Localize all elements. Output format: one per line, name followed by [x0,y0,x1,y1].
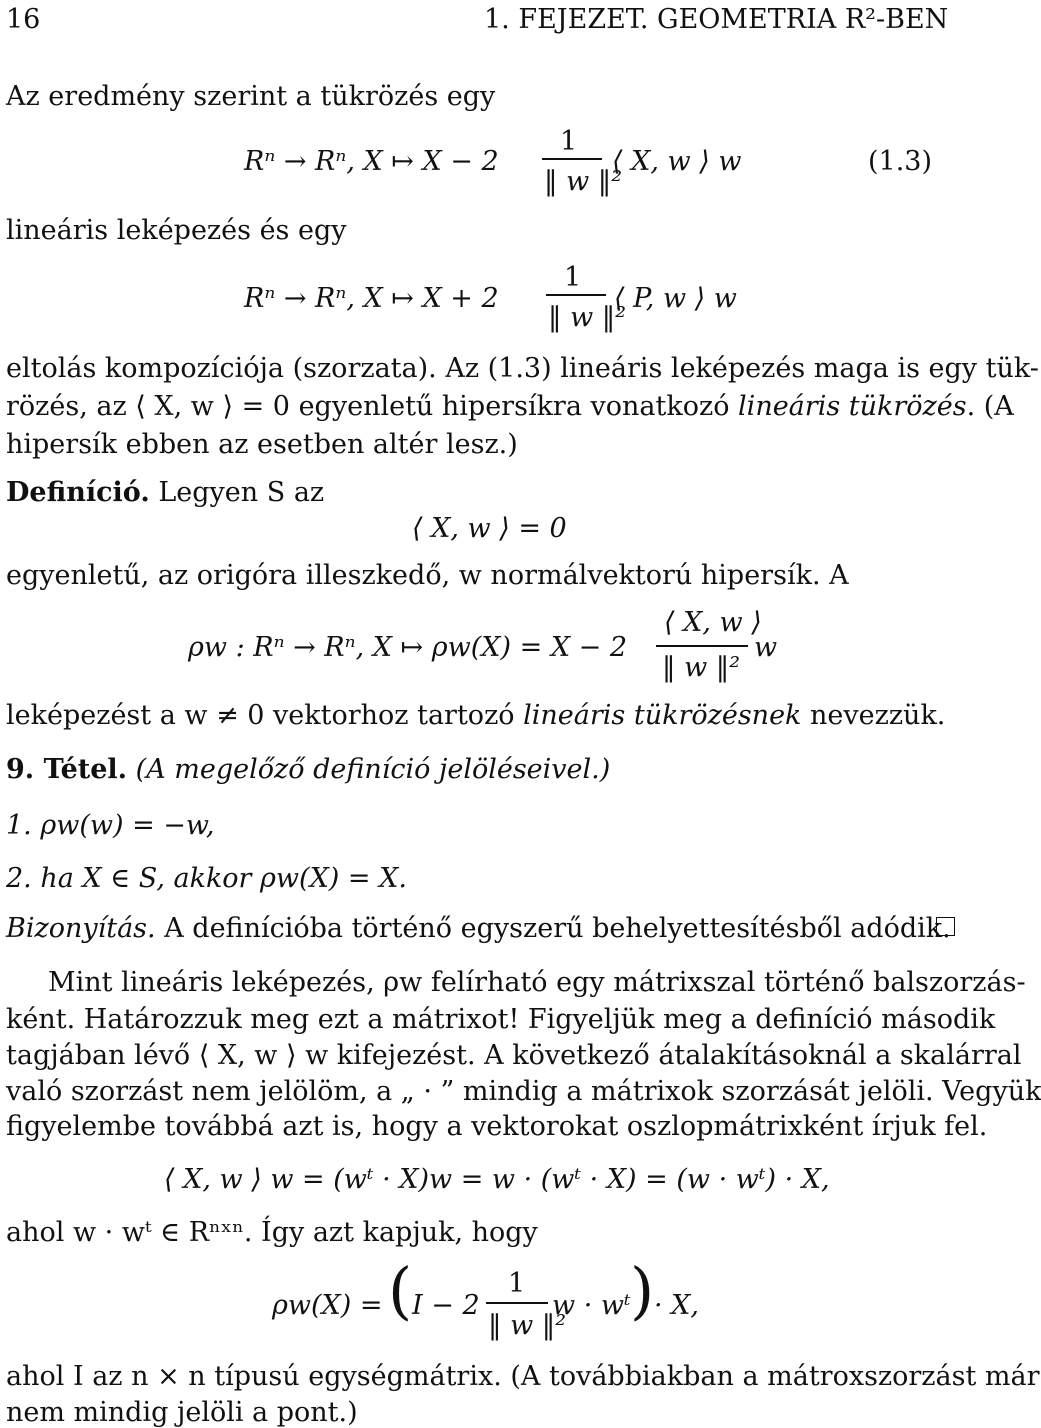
qed-square-icon [936,917,955,936]
para2-line-5: figyelembe továbbá azt is, hogy a vektorokat oszlopmátrixként írjuk fel. [6,1111,988,1142]
final-eq-lhs: ρw(X) = [272,1290,383,1321]
reflection-frac-bar [656,645,748,647]
left-paren: ( [388,1254,413,1327]
matrix-identity-equation: ⟨ X, w ⟩ w = (wᵗ · X)w = w · (wᵗ · X) = (w · wᵗ) · X, [164,1164,830,1195]
para2-line-8: nem mindig jelöli a pont.) [6,1397,358,1428]
eq1-frac-num: 1 [560,126,578,157]
para1-line-1: eltolás kompozíciója (szorzata). Az (1.3) lineáris leképezés maga is egy tük- [6,353,1039,384]
final-eq-inner-a: I − 2 [412,1290,480,1321]
eq2-rhs: ⟨ P, w ⟩ w [614,283,737,314]
eq2-frac-den: ‖ w ‖² [548,302,627,333]
eq1-rhs: ⟨ X, w ⟩ w [612,146,742,177]
reflection-frac-num: ⟨ X, w ⟩ [664,607,762,638]
para1-line-3: hipersík ebben az esetben altér lesz.) [6,429,518,460]
proof-line: Bizonyítás. A definícióba történő egyszerű behelyettesítésből adódik. [6,913,951,944]
final-eq-inner-b: w · wᵗ [552,1290,631,1321]
para1-line-2: rözés, az ⟨ X, w ⟩ = 0 egyenletű hipersíkra vonatkozó lineáris tükrözés. (A [6,391,1014,422]
para2-line-6: ahol w · wᵗ ∈ Rⁿˣⁿ. Így azt kapjuk, hogy [6,1217,538,1248]
para2-line-2: ként. Határozzuk meg ezt a mátrixot! Figyeljük meg a definíció második [6,1004,996,1035]
definition-equation: ⟨ X, w ⟩ = 0 [412,513,567,544]
chapter-title: 1. FEJEZET. GEOMETRIA R²-BEN [484,4,949,35]
intro-line-2: lineáris leképezés és egy [6,215,347,246]
theorem-item-1: 1. ρw(w) = −w, [6,810,215,841]
definition-line-2: egyenletű, az origóra illeszkedő, w normálvektorú hipersík. A [6,560,849,591]
theorem-item-2: 2. ha X ∈ S, akkor ρw(X) = X. [6,863,407,894]
para2-line-1: Mint lineáris leképezés, ρw felírható egy mátrixszal történő balszorzás- [48,967,1026,998]
definition-line-3: leképezést a w ≠ 0 vektorhoz tartozó lineáris tükrözésnek nevezzük. [6,700,946,731]
para2-line-3: tagjában lévő ⟨ X, w ⟩ w kifejezést. A következő átalakításoknál a skalárral [6,1040,1022,1071]
reflection-map-rhs: w [754,632,778,663]
page-number: 16 [6,4,41,35]
final-eq-frac-num: 1 [508,1268,526,1299]
eq1-frac-bar [542,158,602,160]
right-paren: ) [630,1254,655,1327]
final-eq-rhs: · X, [654,1290,699,1321]
eq1-frac-den: ‖ w ‖² [544,166,623,197]
eq1-label: (1.3) [868,146,933,177]
reflection-frac-den: ‖ w ‖² [662,652,741,683]
eq2-lhs: Rⁿ → Rⁿ, X ↦ X + 2 [244,283,499,314]
para2-line-4: való szorzást nem jelölöm, a „ · ” mindig a mátrixok szorzását jelöli. Vegyük [6,1076,1041,1107]
final-eq-frac-bar [486,1302,548,1304]
theorem-heading: 9. Tétel. (A megelőző definíció jelöléseivel.) [6,754,611,785]
eq2-frac-bar [546,294,606,296]
eq2-frac-num: 1 [564,262,582,293]
definition-heading: Definíció. Legyen S az [6,477,325,508]
eq1-lhs: Rⁿ → Rⁿ, X ↦ X − 2 [244,146,499,177]
reflection-map-lhs: ρw : Rⁿ → Rⁿ, X ↦ ρw(X) = X − 2 [188,632,628,663]
para2-line-7: ahol I az n × n típusú egységmátrix. (A továbbiakban a mátroxszorzást már [6,1361,1040,1392]
intro-line-1: Az eredmény szerint a tükrözés egy [6,81,496,112]
final-eq-frac-den: ‖ w ‖² [488,1310,567,1341]
